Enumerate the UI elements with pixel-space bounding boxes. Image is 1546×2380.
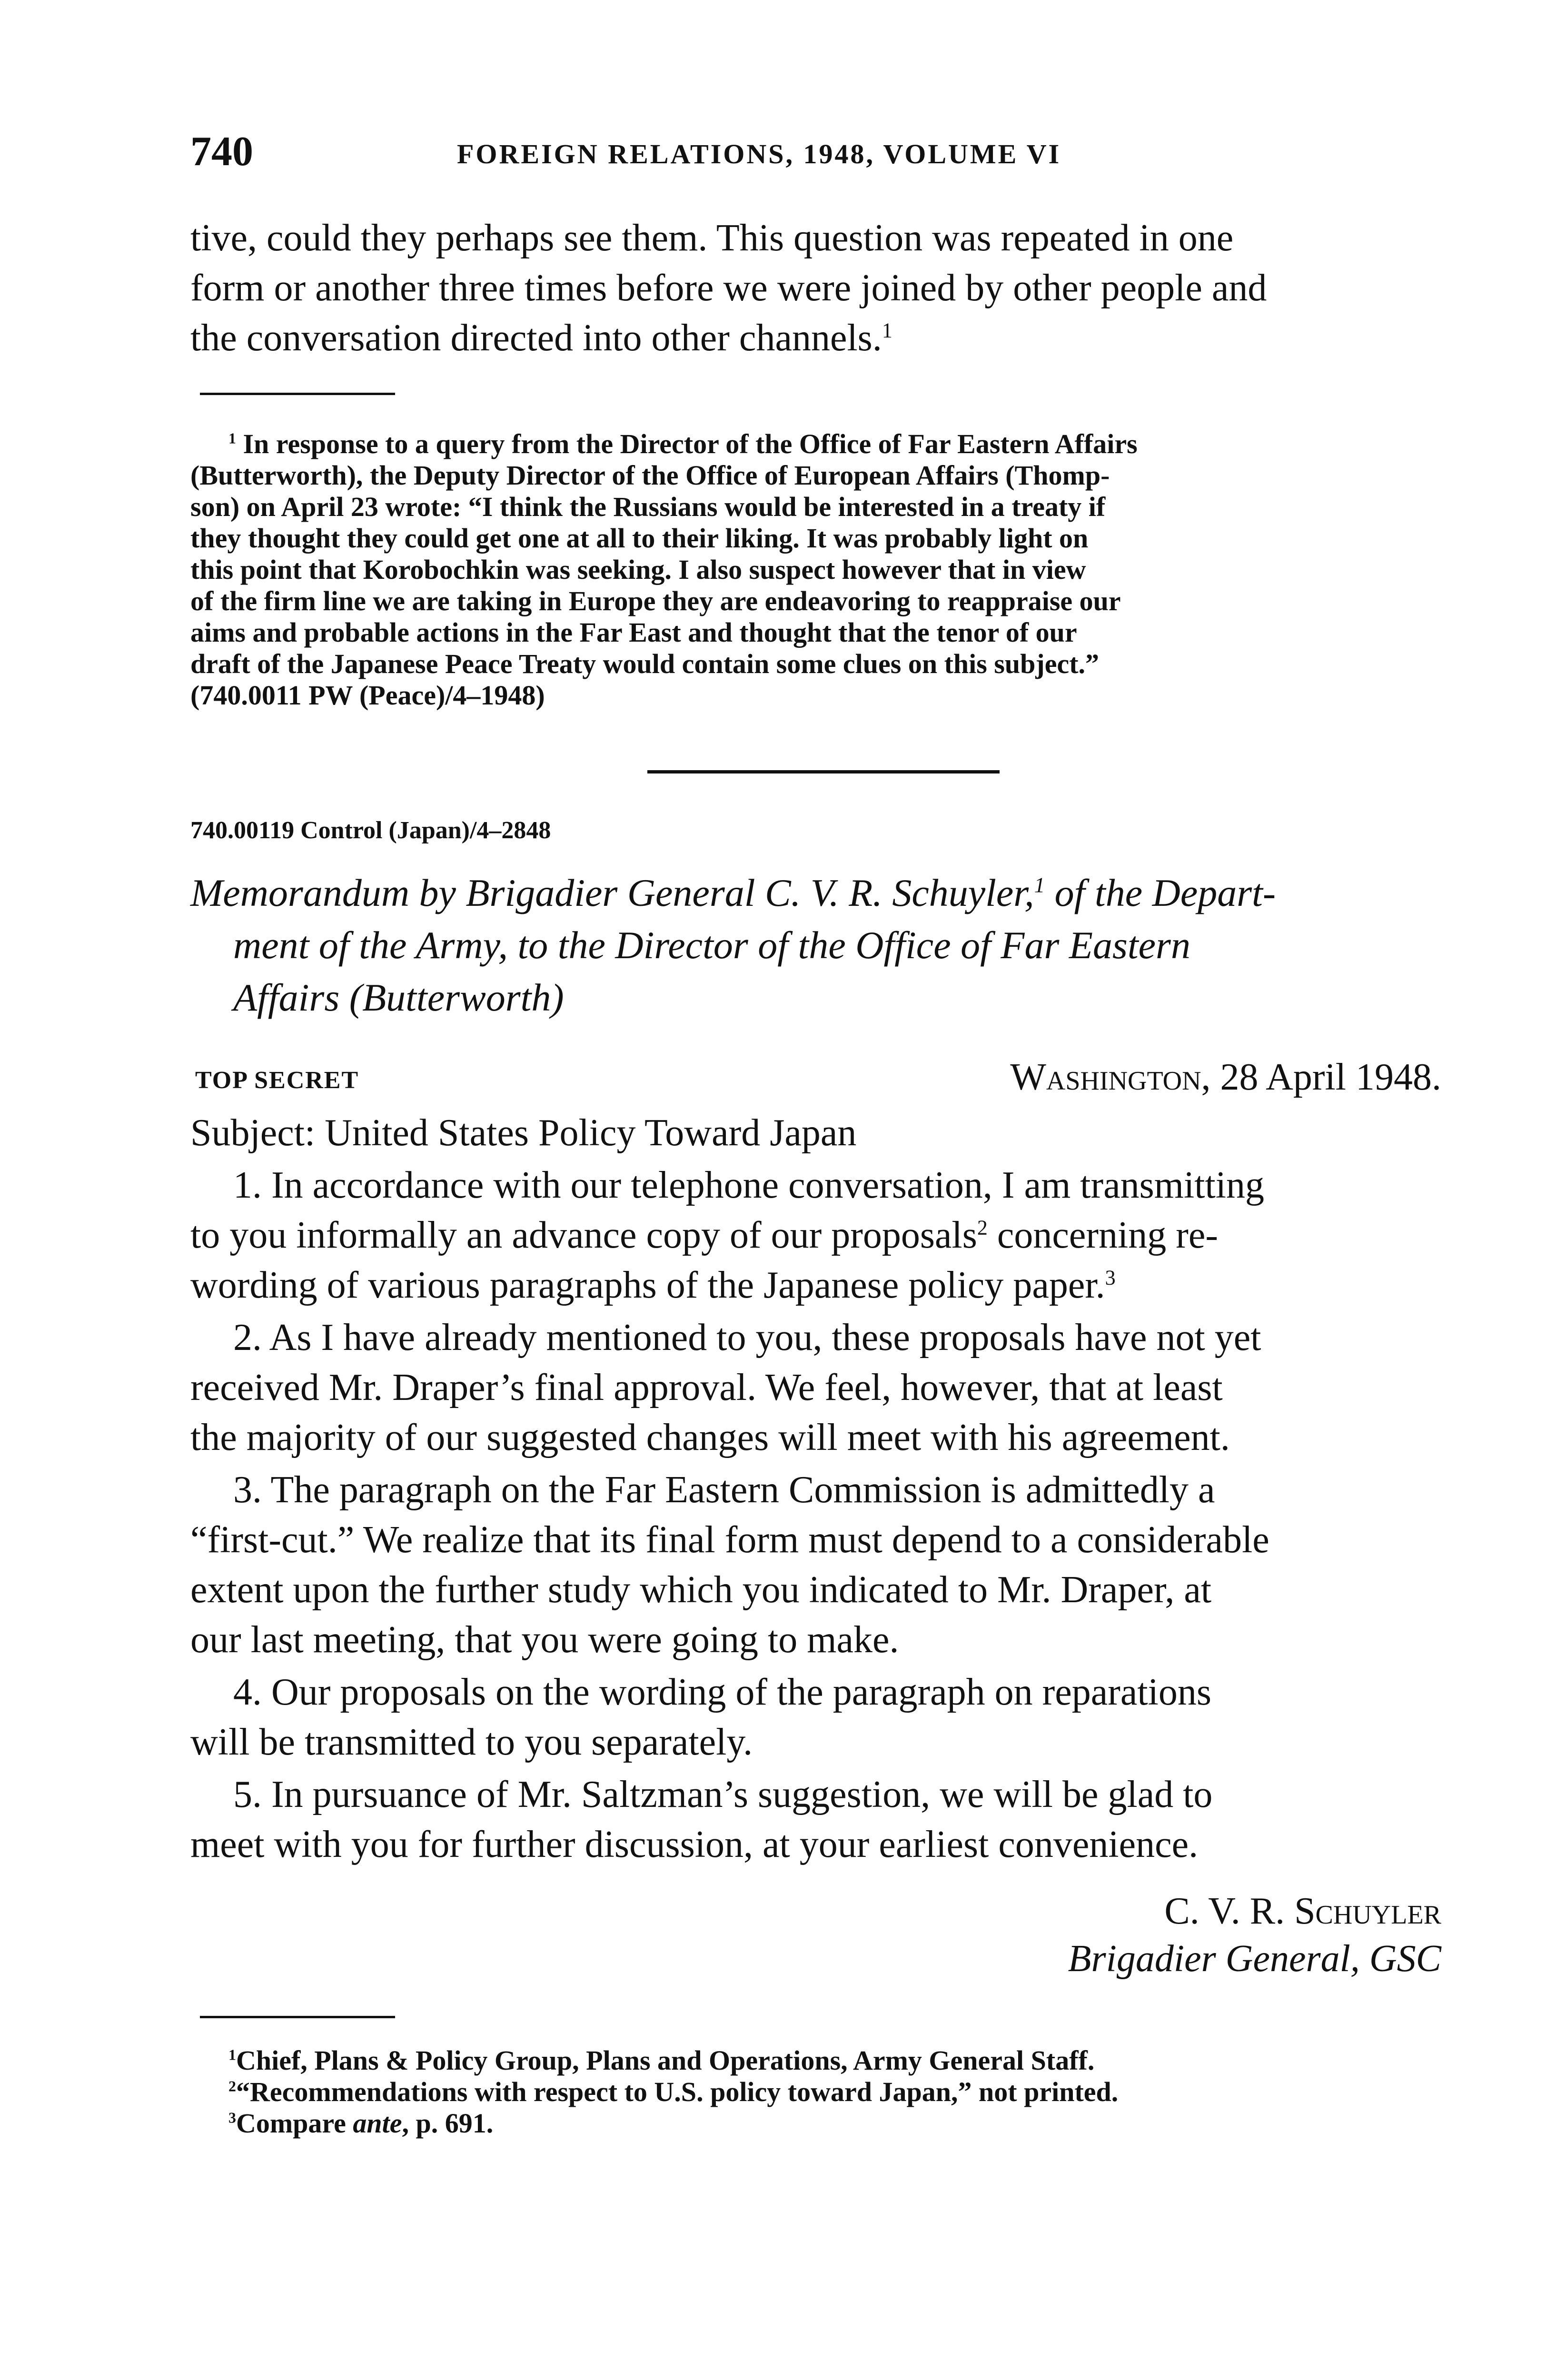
paragraph-line: our last meeting, that you were going to make. <box>190 1619 899 1661</box>
document-title-line: ment of the Army, to the Director of the Office of Far Eastern <box>233 923 1190 967</box>
paragraph-line: extent upon the further study which you indicated to Mr. Draper, at <box>190 1569 1212 1611</box>
section-divider <box>647 770 1000 774</box>
dateline-date: , 28 April 1948. <box>1201 1056 1441 1098</box>
dateline <box>1010 1056 1441 1099</box>
footnote-line <box>228 428 1138 460</box>
paragraph-line: “first-cut.” We realize that its final form must depend to a considerable <box>190 1519 1269 1561</box>
footnote-marker: 3 <box>228 2109 236 2126</box>
footnote-marker: 1 <box>228 2046 236 2063</box>
footnote-marker: 2 <box>228 2078 236 2095</box>
continuation-line <box>190 314 892 362</box>
footnote-line: this point that Korobochkin was seeking. I also suspect however that in view <box>190 554 1086 585</box>
footnote-text: In response to a query from the Director of the Office of Far Eastern Affairs <box>243 428 1138 459</box>
dateline-place: Washington <box>1010 1056 1201 1098</box>
footnote-text: , p. 691. <box>402 2108 494 2139</box>
paragraph-text: to you informally an advance copy of our proposals <box>190 1214 977 1256</box>
paragraph-line: the majority of our suggested changes will meet with his agreement. <box>190 1417 1230 1458</box>
paragraph-line: received Mr. Draper’s final approval. We feel, however, that at least <box>190 1367 1223 1408</box>
footnote-line: draft of the Japanese Peace Treaty would contain some clues on this subject.” <box>190 648 1100 679</box>
footnote-text: Compare <box>236 2108 353 2139</box>
paragraph-line: 3. The paragraph on the Far Eastern Commission is admittedly a <box>233 1469 1215 1511</box>
footnote-reference: 1 <box>1034 873 1045 897</box>
paragraph-line: meet with you for further discussion, at your earliest convenience. <box>190 1824 1199 1865</box>
title-text: of the Depart- <box>1045 871 1276 914</box>
footnote-line: son) on April 23 wrote: “I think the Russians would be interested in a treaty if <box>190 491 1106 522</box>
document-title-line: Affairs (Butterworth) <box>233 976 564 1019</box>
footnote-reference: 3 <box>1105 1266 1116 1289</box>
running-head: FOREIGN RELATIONS, 1948, VOLUME VI <box>457 139 1061 169</box>
paragraph-line <box>190 1261 1116 1309</box>
signature-title: Brigadier General, GSC <box>1068 1938 1441 1980</box>
paragraph-text: wording of various paragraphs of the Japanese policy paper. <box>190 1264 1105 1306</box>
footnote-line <box>228 2107 493 2139</box>
paragraph-line: 5. In pursuance of Mr. Saltzman’s suggestion, we will be glad to <box>233 1774 1213 1815</box>
footnote-reference: 2 <box>977 1216 988 1240</box>
footnote-text: “Recommendations with respect to U.S. policy toward Japan,” not printed. <box>236 2076 1119 2107</box>
paragraph-line: will be transmitted to you separately. <box>190 1721 753 1763</box>
footnote-rule <box>200 393 395 395</box>
footnote-marker: 1 <box>228 430 236 447</box>
file-number: 740.00119 Control (Japan)/4–2848 <box>190 817 551 844</box>
continuation-line: tive, could they perhaps see them. This question was repeated in one <box>190 217 1234 259</box>
paragraph-line <box>190 1211 1218 1259</box>
signature-name: C. V. R. Schuyler <box>1164 1890 1441 1932</box>
paragraph-line: 1. In accordance with our telephone conversation, I am transmitting <box>233 1164 1264 1206</box>
continuation-text: the conversation directed into other channels. <box>190 317 882 359</box>
page-header <box>190 128 1190 175</box>
footnote-line <box>228 2076 1118 2108</box>
classification-marking: TOP SECRET <box>195 1067 359 1094</box>
footnote-text: Chief, Plans & Policy Group, Plans and Operations, Army General Staff. <box>236 2045 1095 2076</box>
subject-line: Subject: United States Policy Toward Japan <box>190 1112 857 1154</box>
paragraph-line: 2. As I have already mentioned to you, these proposals have not yet <box>233 1317 1261 1359</box>
footnote-line: (Butterworth), the Deputy Director of the Office of European Affairs (Thomp- <box>190 460 1110 491</box>
continuation-line: form or another three times before we were joined by other people and <box>190 267 1267 309</box>
footnote-reference: 1 <box>882 318 892 342</box>
footnote-line: (740.0011 PW (Peace)/4–1948) <box>190 680 545 711</box>
footnote-line <box>228 2044 1094 2076</box>
footnote-text-italic: ante <box>353 2108 402 2139</box>
paragraph-line: 4. Our proposals on the wording of the paragraph on reparations <box>233 1671 1211 1713</box>
footnote-line: aims and probable actions in the Far East and thought that the tenor of our <box>190 617 1077 648</box>
page-number: 740 <box>190 129 253 175</box>
title-text: Memorandum by Brigadier General C. V. R. Schuyler, <box>190 871 1034 914</box>
footnote-rule <box>200 2016 395 2018</box>
document-title-line <box>190 866 1276 920</box>
paragraph-text: concerning re- <box>987 1214 1219 1256</box>
footnote-line: they thought they could get one at all to their liking. It was probably light on <box>190 523 1089 554</box>
footnote-line: of the firm line we are taking in Europe they are endeavoring to reappraise our <box>190 585 1121 616</box>
